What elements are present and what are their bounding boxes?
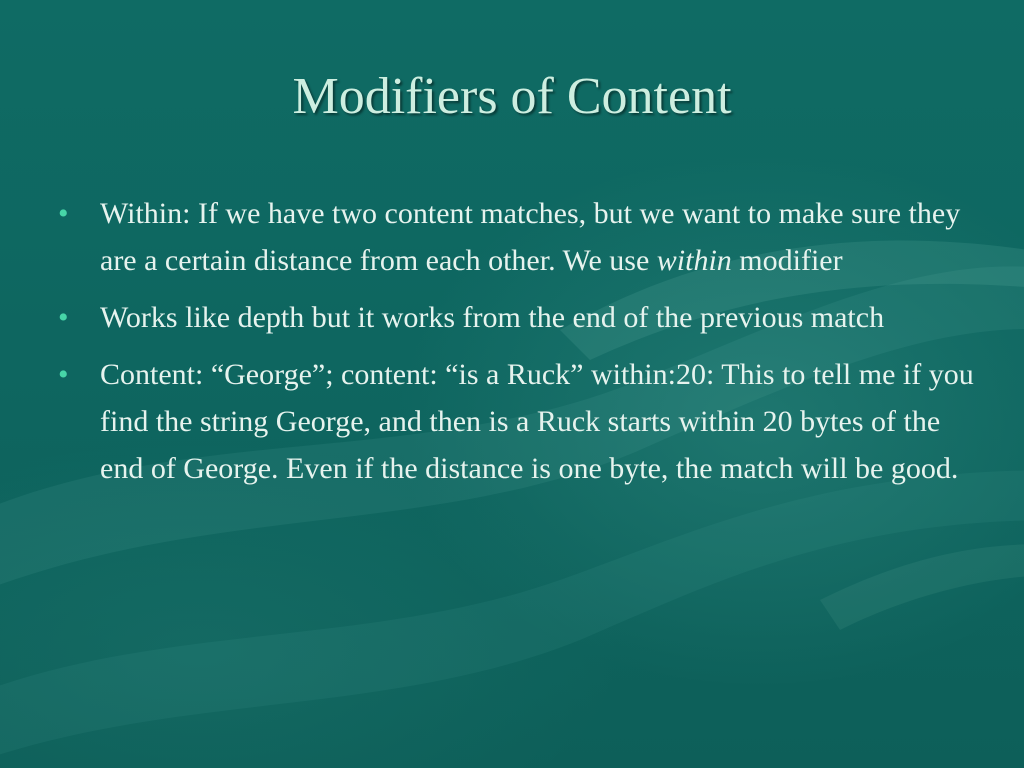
bullet-text: Content: “George”; content: “is a Ruck” within:20: This to tell me if you find the string George, and then is a Ruck starts within 20 bytes of the end of George. Even if the distance is one byte, the match will be good. — [100, 358, 974, 485]
slide-title: Modifiers of Content — [292, 68, 732, 125]
bullet-emphasis: within — [656, 244, 732, 277]
bullet-item — [58, 294, 978, 341]
bullet-item — [58, 190, 978, 284]
bullet-text: modifier — [731, 244, 843, 277]
bullet-icon: • — [58, 358, 69, 391]
bullet-item — [58, 351, 978, 492]
bullet-icon: • — [58, 301, 69, 334]
bullet-icon: • — [58, 197, 69, 230]
bullet-text: Within: If we have two content matches, but we want to make sure they are a certain distance from each other. We use — [100, 197, 961, 277]
bullet-text: Works like depth but it works from the end of the previous match — [100, 301, 885, 334]
bullet-list — [58, 190, 978, 502]
